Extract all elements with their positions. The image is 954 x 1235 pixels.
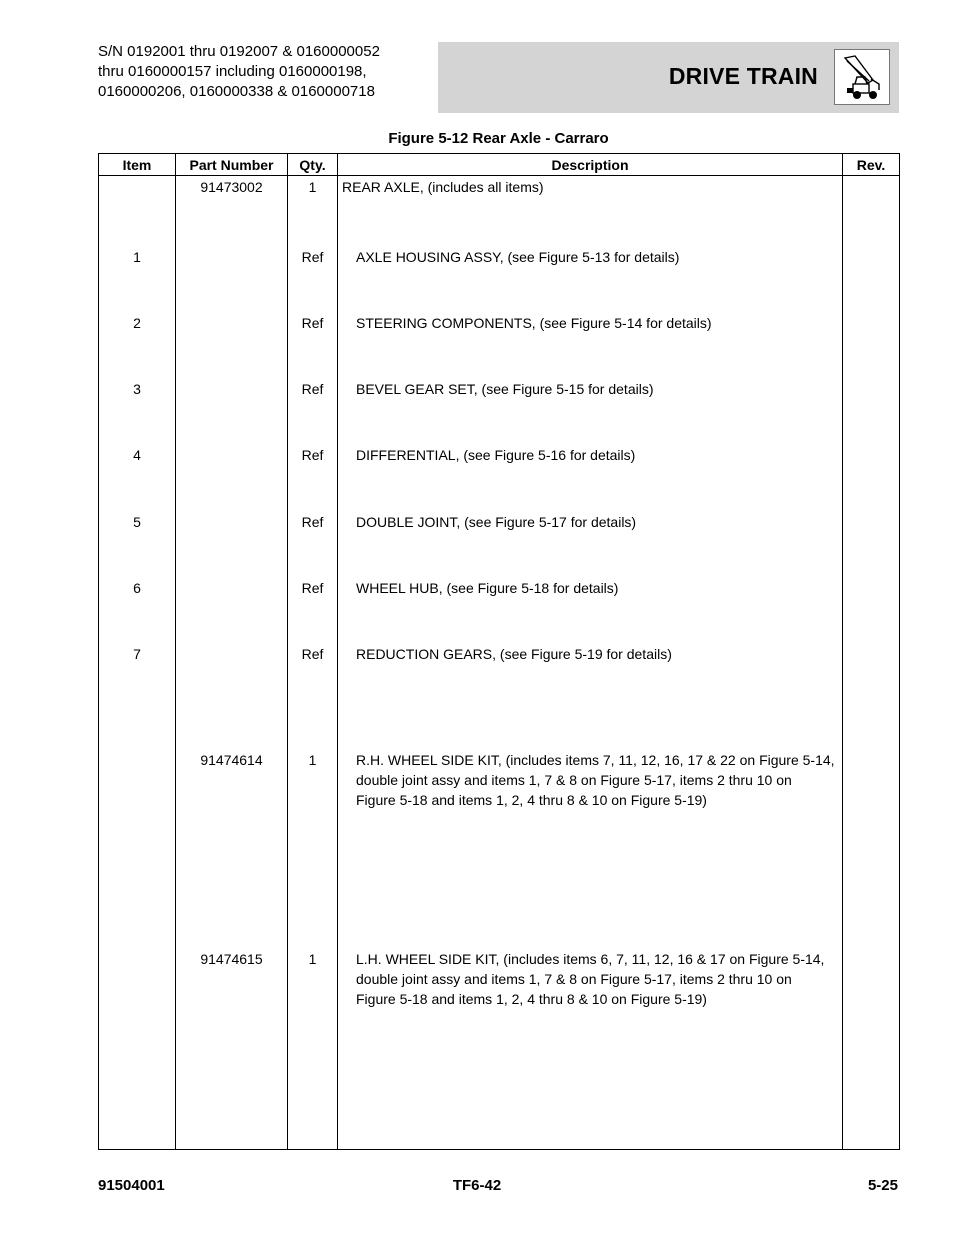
table-row [99,176,900,247]
description-text: REAR AXLE, (includes all items) [342,179,544,195]
table-row [99,313,900,379]
part-number-cell [176,247,288,313]
qty-cell: 1 [288,949,338,1148]
item-cell [99,176,176,247]
description-text: WHEEL HUB, (see Figure 5-18 for details) [356,579,619,596]
serial-number-block [98,42,428,102]
qty-cell: Ref [288,379,338,445]
description-cell [338,644,843,710]
description-line: Figure 5-18 and items 1, 2, 4 thru 8 & 10 on Figure 5-19) [356,991,707,1008]
footer-doc-number: 91504001 [98,1177,165,1194]
item-cell: 2 [99,313,176,379]
description-cell [338,313,843,379]
item-cell: 4 [99,445,176,511]
description-cell [338,578,843,644]
qty-cell: Ref [288,578,338,644]
description-line: Figure 5-18 and items 1, 2, 4 thru 8 & 10 on Figure 5-19) [356,792,707,809]
description-line: double joint assy and items 1, 7 & 8 on Figure 5-17, items 2 thru 10 on [356,971,792,988]
figure-title: Figure 5-12 Rear Axle - Carraro [388,130,609,147]
rev-cell [843,313,900,379]
telehandler-icon [834,49,890,105]
description-text: REDUCTION GEARS, (see Figure 5-19 for details) [356,646,672,663]
table-row [99,644,900,710]
qty-cell: 1 [288,750,338,949]
part-number-cell [176,379,288,445]
column-header-part-number: Part Number [176,154,288,176]
table-row [99,949,900,1148]
table-row [99,247,900,313]
part-number-cell: 91474614 [176,750,288,949]
description-cell [338,379,843,445]
rev-cell [843,176,900,247]
table-row [99,578,900,644]
part-number-cell: 91474615 [176,949,288,1148]
table-row [99,750,900,949]
serial-line-2: thru 0160000157 including 0160000198, [98,63,367,80]
item-cell: 1 [99,247,176,313]
description-cell [338,949,843,1148]
description-cell [338,750,843,949]
qty-cell: Ref [288,313,338,379]
qty-cell: Ref [288,644,338,710]
item-cell: 5 [99,512,176,578]
part-number-cell [176,644,288,710]
section-title: DRIVE TRAIN [668,63,818,89]
table-row [99,512,900,578]
part-number-cell [176,313,288,379]
table-header-row [99,154,900,176]
item-cell [99,949,176,1148]
description-text: AXLE HOUSING ASSY, (see Figure 5-13 for details) [356,248,680,265]
serial-line-1: S/N 0192001 thru 0192007 & 0160000052 [98,43,380,60]
part-number-cell [176,578,288,644]
rev-cell [843,949,900,1148]
qty-cell: Ref [288,247,338,313]
item-cell [99,750,176,949]
rev-cell [843,750,900,949]
description-line: double joint assy and items 1, 7 & 8 on Figure 5-17, items 2 thru 10 on [356,772,792,789]
item-cell: 7 [99,644,176,710]
column-header-item: Item [99,154,176,176]
item-cell: 6 [99,578,176,644]
spacer-row [99,710,900,750]
description-text: BEVEL GEAR SET, (see Figure 5-15 for details) [356,381,654,398]
qty-cell: Ref [288,512,338,578]
description-cell [338,176,843,247]
rev-cell [843,445,900,511]
qty-cell: 1 [288,176,338,247]
description-cell [338,247,843,313]
table-row [99,445,900,511]
serial-line-3: 0160000206, 0160000338 & 0160000718 [98,83,375,100]
part-number-cell [176,445,288,511]
footer-model: TF6-42 [452,1177,502,1194]
rev-cell [843,379,900,445]
description-text: DIFFERENTIAL, (see Figure 5-16 for details) [356,447,636,464]
footer-page-number: 5-25 [867,1177,898,1194]
section-header [438,42,899,113]
rev-cell [843,247,900,313]
table-filler-row [99,1148,900,1150]
description-cell [338,512,843,578]
description-line: R.H. WHEEL SIDE KIT, (includes items 7, 11, 12, 16, 17 & 22 on Figure 5-14, [356,752,835,769]
description-text: STEERING COMPONENTS, (see Figure 5-14 for details) [356,314,712,331]
description-line: L.H. WHEEL SIDE KIT, (includes items 6, 7, 11, 12, 16 & 17 on Figure 5-14, [356,951,825,968]
rev-cell [843,578,900,644]
description-text: DOUBLE JOINT, (see Figure 5-17 for details) [356,513,637,530]
description-cell [338,445,843,511]
column-header-qty: Qty. [288,154,338,176]
rev-cell [843,644,900,710]
table-row [99,379,900,445]
item-cell: 3 [99,379,176,445]
column-header-rev: Rev. [843,154,900,176]
qty-cell: Ref [288,445,338,511]
column-header-description: Description [338,154,843,176]
parts-table [98,153,900,1150]
part-number-cell [176,512,288,578]
part-number-cell: 91473002 [176,176,288,247]
rev-cell [843,512,900,578]
